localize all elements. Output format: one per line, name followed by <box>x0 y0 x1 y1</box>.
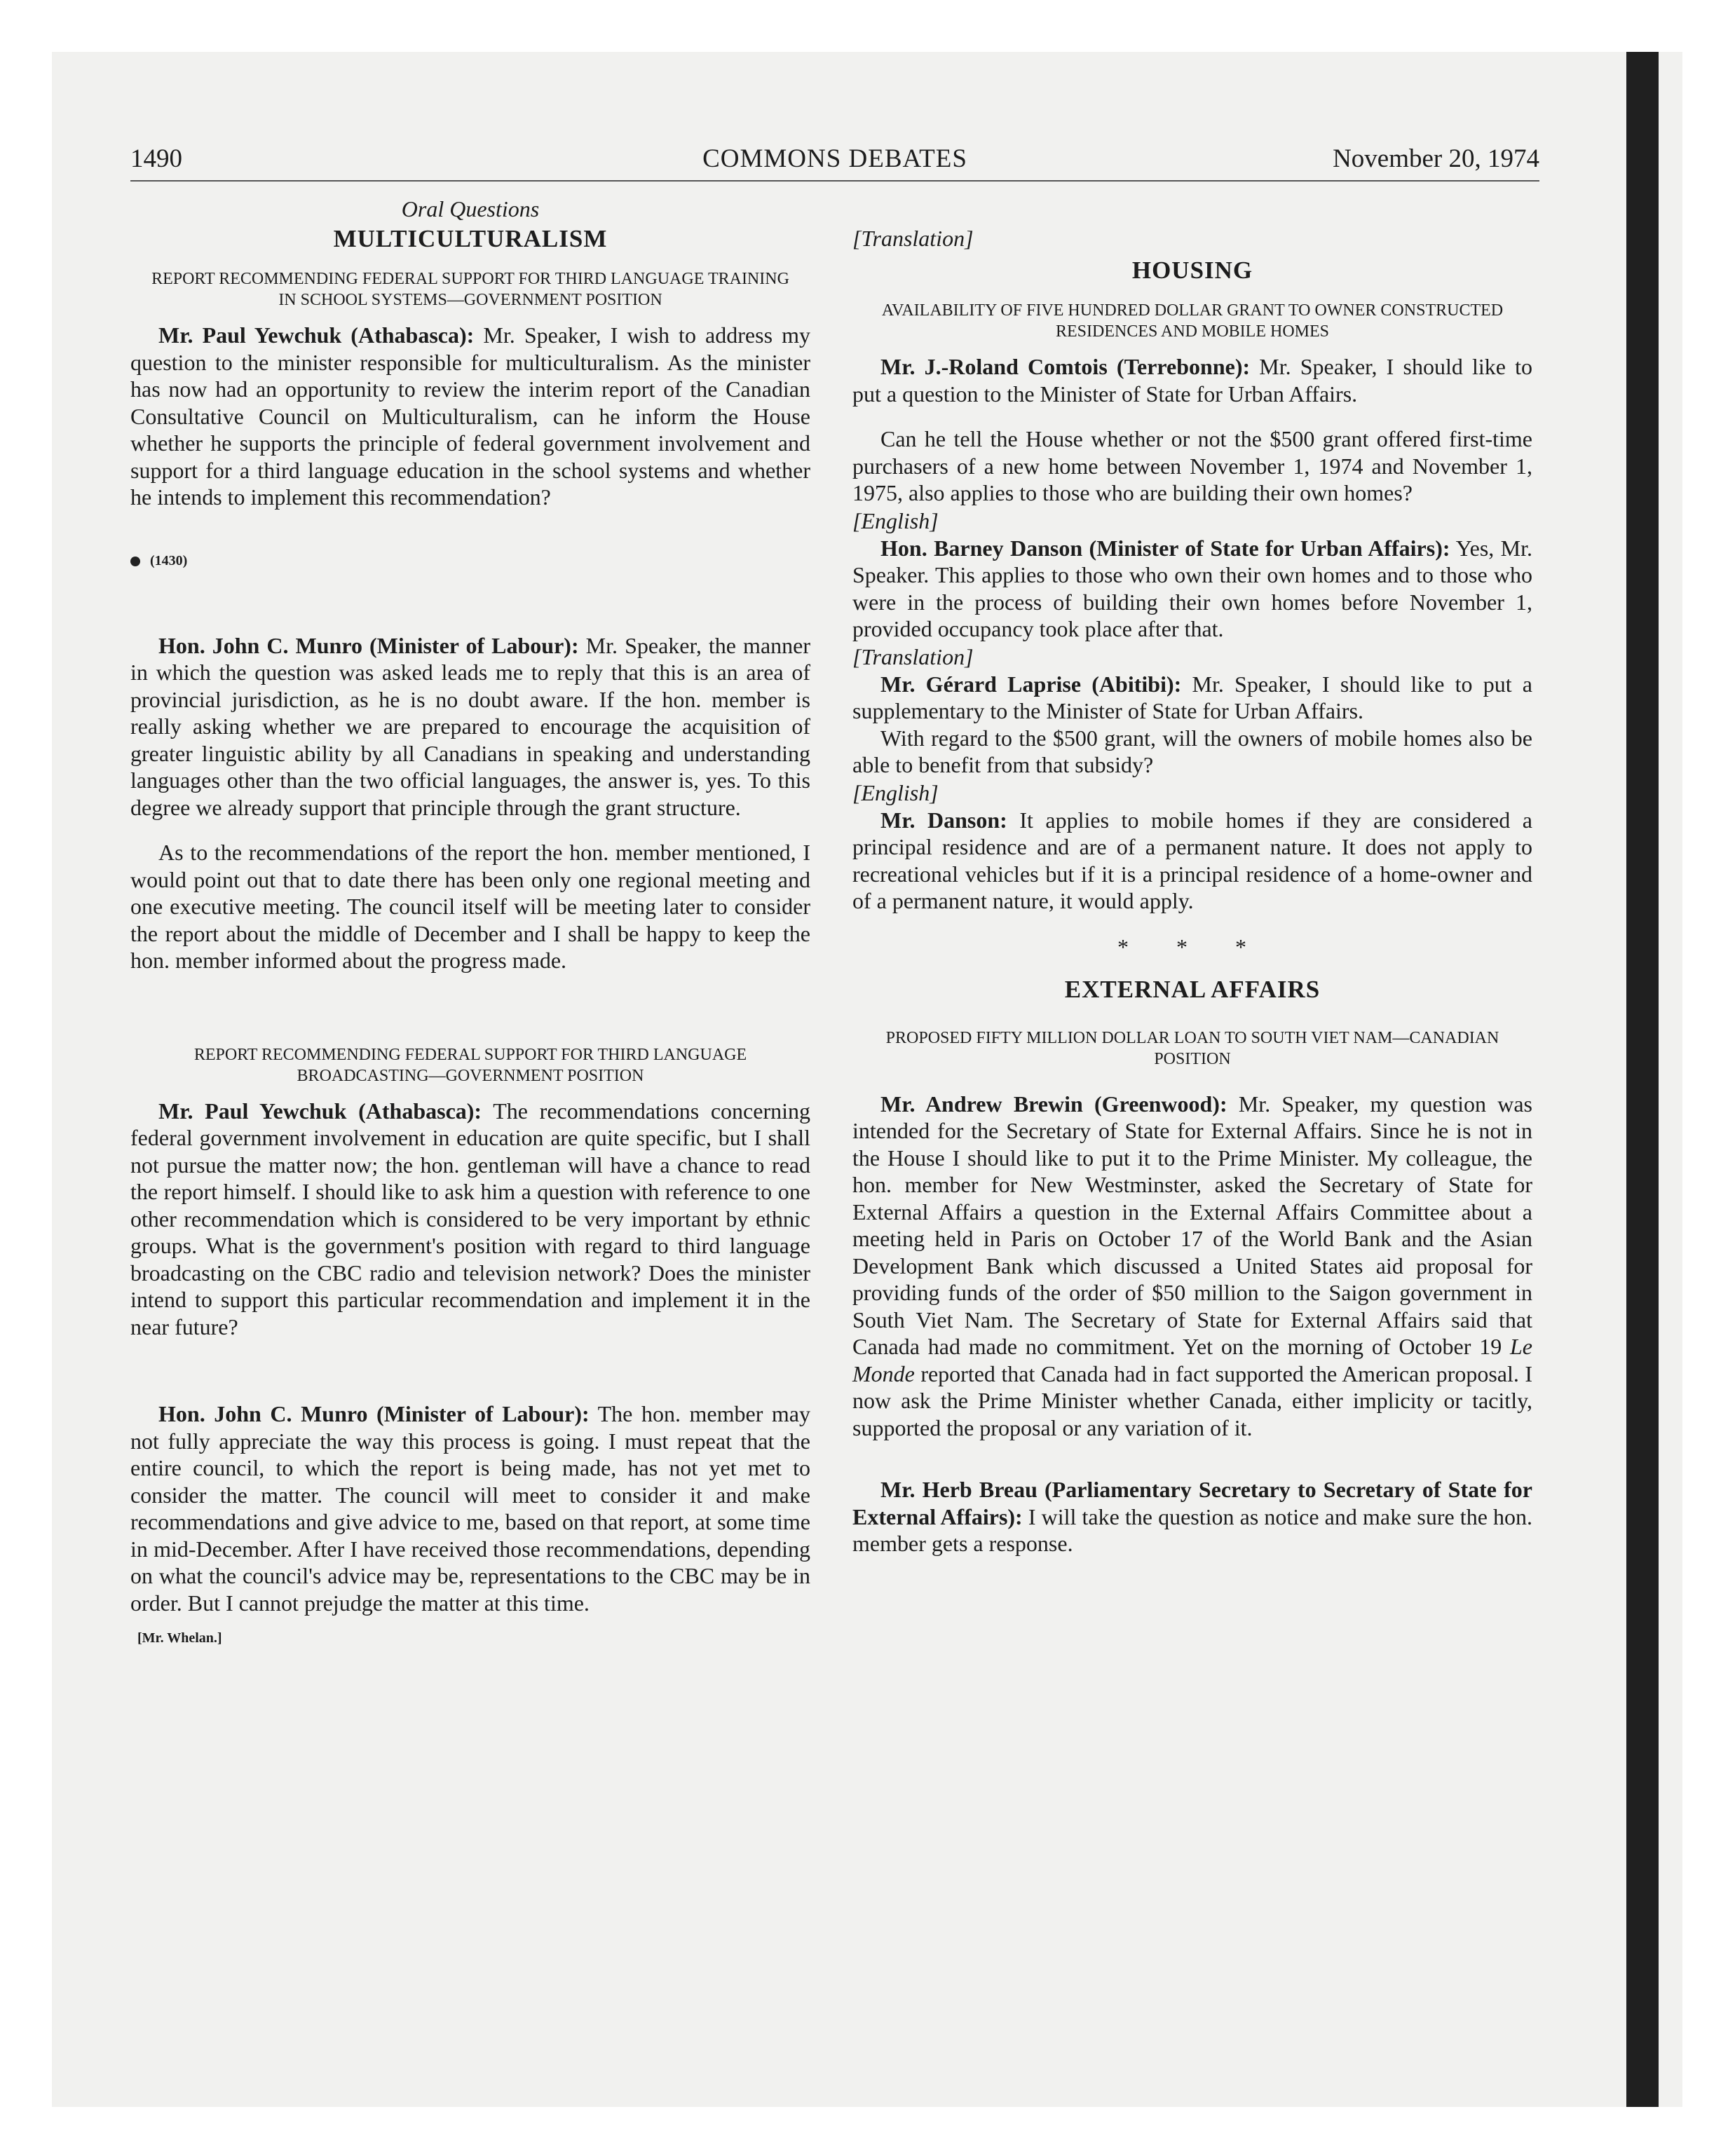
paragraph <box>130 839 810 974</box>
speaker-name: Hon. John C. Munro (Minister of Labour): <box>158 1401 590 1426</box>
paragraph <box>852 1476 1532 1557</box>
speech-text: Yes, Mr. Speaker. This applies to those who own their own homes and to those who were in the process of building their own homes before November 1, provided occupancy took place after that. <box>852 535 1533 641</box>
subhead-third-language-training: REPORT RECOMMENDING FEDERAL SUPPORT FOR THIRD LANGUAGE TRAINING IN SCHOOL SYSTEMS—GOVERNMENT POSITION <box>151 270 789 309</box>
paragraph <box>130 322 810 511</box>
speaker-name: Mr. Herb Breau (Parliamentary Secretary to Secretary of State for External Affairs): <box>852 1477 1532 1529</box>
speaker-name: Mr. Gérard Laprise (Abitibi): <box>880 671 1182 697</box>
paragraph <box>852 425 1532 507</box>
subhead-viet-nam-loan: PROPOSED FIFTY MILLION DOLLAR LOAN TO SOUTH VIET NAM—CANADIAN POSITION <box>885 1028 1499 1068</box>
translation-note: [Translation] <box>852 643 974 669</box>
publication-title: COMMONS DEBATES <box>702 144 967 173</box>
speaker-name: Mr. Danson: <box>880 807 1007 833</box>
paragraph <box>852 671 1532 725</box>
section-title-external-affairs: EXTERNAL AFFAIRS <box>1064 975 1321 1003</box>
paragraph <box>852 725 1532 779</box>
speaker-name: Mr. J.-Roland Comtois (Terrebonne): <box>880 354 1251 379</box>
speech-text: Mr. Speaker, I wish to address my question to the minister responsible for multiculturalism. As the minister has now had an opportunity to review the interim report of the Canadian Consultative Council on Multiculturalism, can he inform the House whether he supports the principle of federal government involvement and support for a third language education in the school systems and whether he intends to implement this recommendation? <box>130 322 811 510</box>
section-label: Oral Questions <box>401 196 540 221</box>
speaker-name: Hon. Barney Danson (Minister of State for Urban Affairs): <box>880 535 1450 561</box>
speaker-name: Mr. Paul Yewchuk (Athabasca): <box>158 322 475 348</box>
speech-text: Mr. Speaker, the manner in which the question was asked leads me to reply that this is an area of provincial jurisdiction, as he is no doubt aware. If the hon. member is really asking whether we are prepared to encourage the acquisition of greater linguistic ability by all Canadians in speaking and understanding languages other than the two official languages, the answer is, yes. To this degree we already support that principle through the grant structure. <box>130 632 811 820</box>
translation-note: [Translation] <box>852 226 974 251</box>
speech-text: As to the recommendations of the report the hon. member mentioned, I would point out that to date there has been only one regional meeting and one executive meeting. The council itself will be meeting later to consider the report about the middle of December and I shall be happy to keep the hon. member informed about the progress made. <box>130 840 810 973</box>
speech-text: The hon. member may not fully appreciate the way this process is going. I must repeat that the entire council, to which the report is being made, has not yet met to consider the matter. The council will meet to consider it and make recommendations and give advice to me, based on that report, at some time in mid-December. After I have received those recommendations, depending on what the council's advice may be, representations to the CBC may be in order. But I cannot prejudge the matter at this time. <box>130 1401 811 1616</box>
scan-edge-shadow <box>1626 52 1659 2107</box>
speaker-name: Mr. Paul Yewchuk (Athabasca): <box>158 1098 482 1124</box>
section-title-multiculturalism: MULTICULTURALISM <box>333 225 608 252</box>
page-number: 1490 <box>130 144 182 173</box>
newspaper-title: Le Monde <box>852 1334 1532 1386</box>
page-header <box>130 144 1539 182</box>
speaker-name: Mr. Andrew Brewin (Greenwood): <box>880 1091 1227 1117</box>
english-note: [English] <box>852 779 939 805</box>
bullet-icon <box>130 557 140 566</box>
speech-text: Mr. Speaker, I should like to put a question to the Minister of State for Urban Affairs. <box>852 354 1532 407</box>
paragraph <box>130 632 810 821</box>
speech-text: reported that Canada had in fact supported the American proposal. I now ask the Prime Minister whether Canada, either implicity or tacitly, supported the proposal or any variation of it. <box>852 1360 1532 1440</box>
section-divider-stars: * * * <box>1117 934 1267 960</box>
speech-text: The recommendations concerning federal government involvement in education are quite specific, but I shall not pursue the matter now; the hon. gentleman will have a chance to read the report himself. I should like to ask him a question with reference to one other recommendation which is considered to be very important by ethnic groups. What is the government's position with regard to third language broadcasting on the CBC radio and television network? Does the minister intend to support this particular recommendation and implement it in the near future? <box>130 1098 810 1339</box>
speech-text: Mr. Speaker, my question was intended for the Secretary of State for External Affairs. Since he is not in the House I should like to put it to the Prime Minister. My colleague, the hon. member for New Westminster, asked the Secretary of State for External Affairs a question in the External Affairs Committee about a meeting held in Paris on October 17 of the World Bank and the Asian Development Bank which discussed a United States aid proposal for providing funds of the order of $50 million to the Saigon government in South Viet Nam. The Secretary of State for External Affairs said that Canada had made no commitment. Yet on the morning of October 19 <box>852 1091 1532 1359</box>
section-title-housing: HOUSING <box>1131 257 1253 284</box>
speech-text: It applies to mobile homes if they are considered a principal residence and are of a permanent nature. It does not apply to recreational vehicles but if it is a principal residence of a home-owner and of a permanent nature, it would apply. <box>852 807 1533 913</box>
subhead-five-hundred-dollar-grant: AVAILABILITY OF FIVE HUNDRED DOLLAR GRANT TO OWNER CONSTRUCTED RESIDENCES AND MOBILE HOMES <box>881 301 1504 341</box>
footer-note: [Mr. Whelan.] <box>137 1630 222 1646</box>
paragraph <box>852 1091 1532 1442</box>
paragraph <box>130 1098 810 1341</box>
paragraph <box>852 807 1532 915</box>
subhead-third-language-broadcasting: REPORT RECOMMENDING FEDERAL SUPPORT FOR THIRD LANGUAGE BROADCASTING—GOVERNMENT POSITION <box>193 1045 747 1085</box>
right-column <box>852 196 1532 1557</box>
speech-text: I will take the question as notice and make sure the hon. member gets a response. <box>852 1503 1533 1556</box>
paragraph <box>852 353 1532 407</box>
speaker-name: Hon. John C. Munro (Minister of Labour): <box>158 632 579 658</box>
speech-text: With regard to the $500 grant, will the owners of mobile homes also be able to benefit from that subsidy? <box>852 725 1532 777</box>
left-column <box>130 196 810 1646</box>
page-date: November 20, 1974 <box>1333 144 1539 173</box>
time-marker-text: (1430) <box>150 552 188 568</box>
speech-text: Mr. Speaker, I should like to put a supplementary to the Minister of State for Urban Affairs. <box>852 671 1533 723</box>
time-marker <box>130 553 810 569</box>
paragraph <box>130 1400 810 1616</box>
english-note: [English] <box>852 507 939 533</box>
speech-text: Can he tell the House whether or not the $500 grant offered first-time purchasers of a new home between November 1, 1974 and November 1, 1975, also applies to those who are building their own homes? <box>852 426 1532 505</box>
paragraph <box>852 535 1532 643</box>
